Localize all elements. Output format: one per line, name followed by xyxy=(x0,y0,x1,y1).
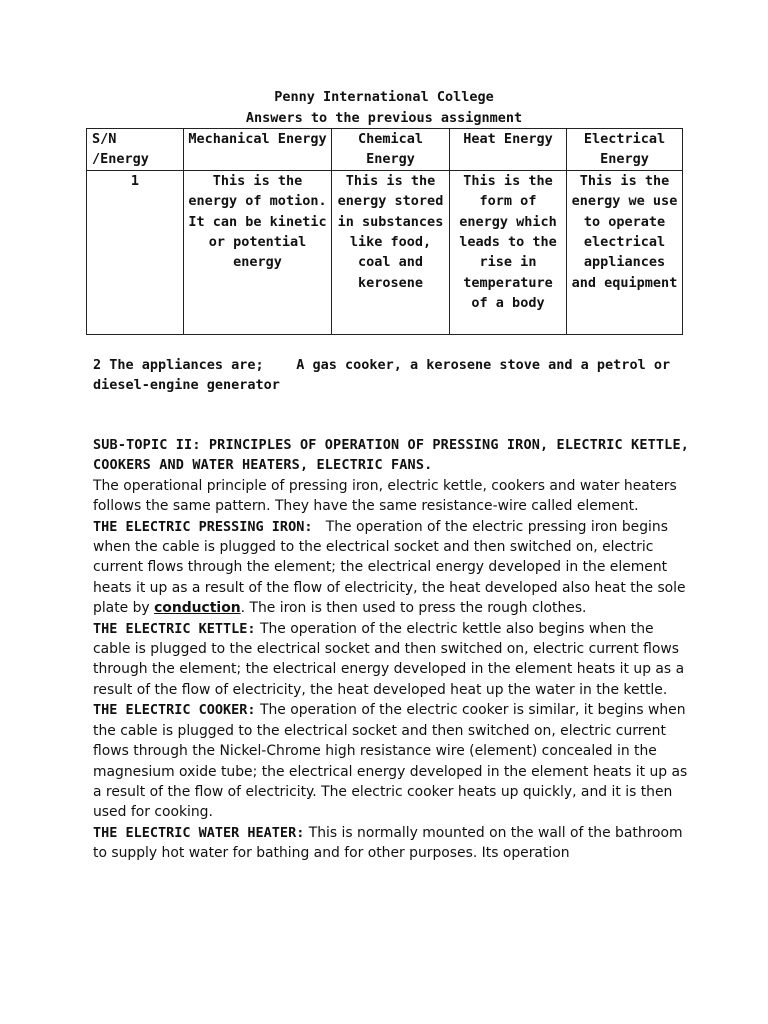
section-kettle xyxy=(93,619,693,701)
kettle-text: The operation of the electric kettle also begins when the cable is plugged to the electrical socket and then switched on, electric current flows through the element; the electrical energy developed in the element heats it up as a result of the flow of electricity, the heat developed heat up the water in the kettle. xyxy=(93,620,685,698)
water-heater-title: THE ELECTRIC WATER HEATER: xyxy=(93,824,305,841)
table-row xyxy=(87,170,683,334)
header-heat: Heat Energy xyxy=(450,129,567,171)
header-electrical: Electrical Energy xyxy=(567,129,683,171)
header-mechanical: Mechanical Energy xyxy=(184,129,332,171)
conduction-term: conduction xyxy=(154,600,241,617)
table-header-row xyxy=(87,129,683,171)
header-sn: S/N /Energy xyxy=(87,129,184,171)
pressing-iron-text-end: . The iron is then used to press the rough clothes. xyxy=(240,600,587,617)
pressing-iron-title: THE ELECTRIC PRESSING IRON: xyxy=(93,518,313,535)
college-title: Penny International College xyxy=(274,89,494,105)
pressing-iron-text: The operation of the electric pressing iron begins when the cable is plugged to the electrical socket and then switched on, electric current flows through the element; the electrical energy developed in the element heats it up as a result of the flow of electricity, the heat developed also heat the sole plate by xyxy=(93,518,686,617)
question-2 xyxy=(93,355,693,396)
subtopic-heading: SUB-TOPIC II: PRINCIPLES OF OPERATION OF PRESSING IRON, ELECTRIC KETTLE, COOKERS AND WATER HEATERS, ELECTRIC FANS. xyxy=(93,437,689,474)
cooker-title: THE ELECTRIC COOKER: xyxy=(93,702,256,719)
question-2-answer: A gas cooker, a kerosene stove and a petrol or diesel-engine generator xyxy=(93,357,671,394)
cell-sn: 1 xyxy=(87,170,184,334)
subtopic-intro: The operational principle of pressing iron, electric kettle, cookers and water heaters follows the same pattern. They have the same resistance-wire called element. xyxy=(93,477,677,515)
document-body xyxy=(93,435,693,864)
section-cooker xyxy=(93,700,693,822)
header-chemical: Chemical Energy xyxy=(332,129,450,171)
cooker-text: The operation of the electric cooker is similar, it begins when the cable is plugged to the electrical socket and then switched on, electric current flows through the Nickel-Chrome high resistance wire (element) concealed in the magnesium oxide tube; the electrical energy developed in the element heats it up as a result of the flow of electricity. The electric cooker heats up quickly, and it is then used for cooking. xyxy=(93,702,688,821)
section-pressing-iron xyxy=(93,517,693,619)
energy-table xyxy=(86,128,683,335)
assignment-subtitle: Answers to the previous assignment xyxy=(245,110,523,126)
water-heater-text: This is normally mounted on the wall of the bathroom to supply hot water for bathing and for other purposes. Its operation xyxy=(93,824,683,862)
question-2-label: 2 The appliances are; xyxy=(93,357,264,373)
cell-heat: This is the form of energy which leads to the rise in temperature of a body xyxy=(450,170,567,334)
section-water-heater xyxy=(93,823,693,864)
cell-chemical: This is the energy stored in substances like food, coal and kerosene xyxy=(332,170,450,334)
kettle-title: THE ELECTRIC KETTLE: xyxy=(93,620,256,637)
cell-electrical: This is the energy we use to operate electrical appliances and equipment xyxy=(567,170,683,334)
cell-mechanical: This is the energy of motion. It can be kinetic or potential energy xyxy=(184,170,332,334)
